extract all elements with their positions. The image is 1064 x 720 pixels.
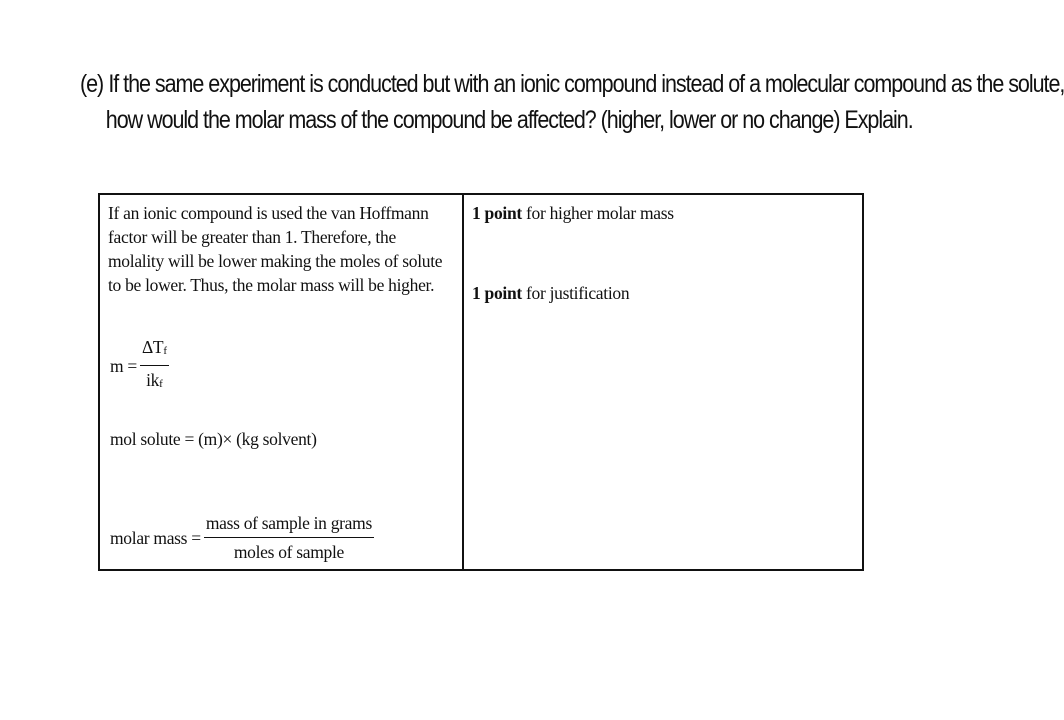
question-label: (e) xyxy=(80,70,104,98)
question-line-1: (e) If the same experiment is conducted but with an ionic compound instead of a molecular compound as the solute, xyxy=(80,70,1064,98)
molality-denominator: ikf xyxy=(146,370,163,390)
answer-table xyxy=(98,193,864,571)
molality-numerator: ΔTf xyxy=(140,335,169,366)
molar-mass-numerator: mass of sample in grams xyxy=(204,511,374,538)
molar-mass-formula xyxy=(110,511,374,564)
explanation-line: molality will be lower making the moles of solute xyxy=(108,251,443,271)
answer-explanation-cell xyxy=(100,195,464,569)
explanation-line: If an ionic compound is used the van Hoffmann xyxy=(108,203,429,223)
molality-formula xyxy=(110,335,169,396)
question-line-2: how would the molar mass of the compound be affected? (higher, lower or no change) Explain. xyxy=(105,106,913,134)
molality-fraction xyxy=(140,335,169,396)
moles-formula: mol solute = (m)× (kg solvent) xyxy=(110,429,317,449)
explanation-line: factor will be greater than 1. Therefore, the xyxy=(108,227,396,247)
molar-mass-fraction xyxy=(204,511,374,564)
scoring-cell xyxy=(464,195,862,569)
explanation-line: to be lower. Thus, the molar mass will be higher. xyxy=(108,275,435,295)
molar-mass-lhs: molar mass = xyxy=(110,527,201,548)
scoring-criterion-1: 1 point for higher molar mass xyxy=(472,203,674,223)
scoring-criterion-2: 1 point for justification xyxy=(472,283,630,303)
molar-mass-denominator: moles of sample xyxy=(233,542,345,562)
molality-lhs: m = xyxy=(110,355,137,376)
explanation-text xyxy=(108,201,458,297)
question-text xyxy=(80,66,1064,138)
